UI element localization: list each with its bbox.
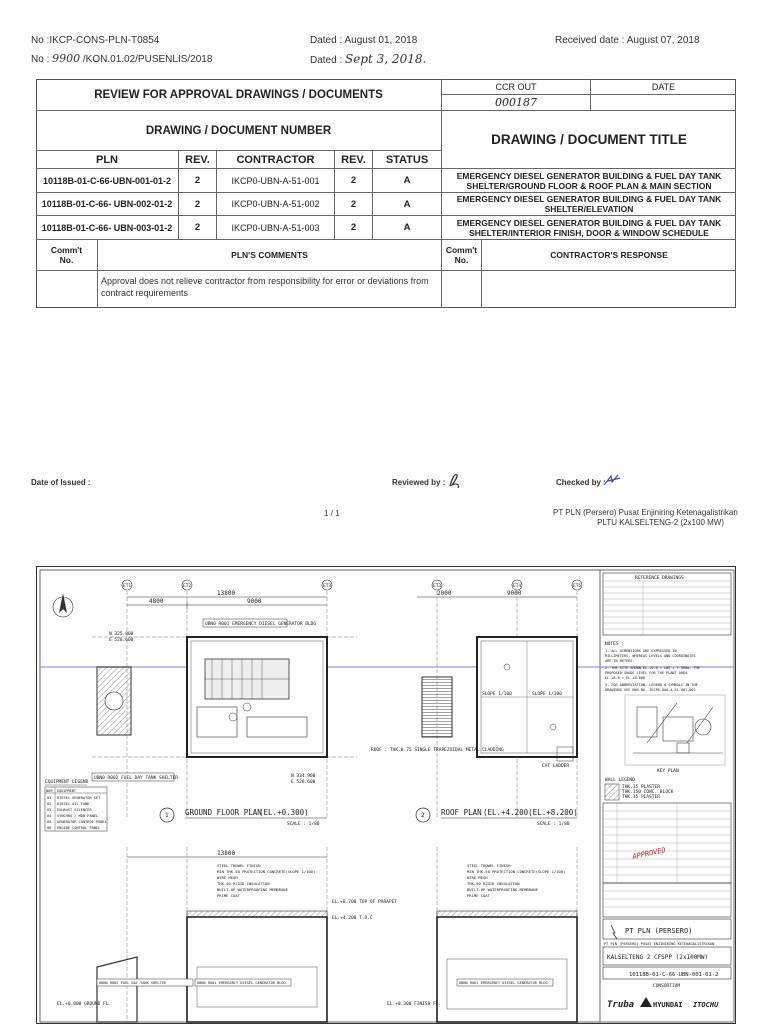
finish-spec-item: BUILT-UP WATERPROOFING MEMBRANE [467,887,538,892]
cat-ladder-label: CAT LADDER [542,764,570,769]
grid-et2: ET2 [183,584,192,589]
letter-number-2-suffix: /KON.01.02/PUSENLIS/2018 [82,54,213,65]
finish-spec-item: PRIME COAT [467,893,490,898]
equip-legend-name: ENGINE CONTROL PANEL [57,826,101,830]
doc-number-label: DRAWING / DOCUMENT NUMBER [145,124,332,137]
equip-legend-title: EQUIPMENT LEGEND [45,780,89,785]
tank-tag-text: UBN0 R002 FUEL DAY TANK SHELTER [94,776,178,781]
roof-dim-b: 9000 [507,590,522,597]
roof-dim-a: 2000 [437,590,452,597]
footer-org-2: PLTU KALSELTENG-2 (2x100 MW) [597,518,724,527]
dim-a-label: 4800 [149,598,164,605]
row-3-status: A [403,222,411,233]
review-title: REVIEW FOR APPROVAL DRAWINGS / DOCUMENTS [94,89,383,101]
roof-cladding-label: ROOF : THK.0.75 SINGLE TRAPEZOIDAL METAL CLADDING [371,748,504,753]
date-label: DATE [651,81,676,92]
ground-plan-elevation: (EL.+0.300) [259,808,309,817]
row-3-contractor-rev: 2 [350,222,357,233]
finish-spec-item-left: WIRE MESH [217,875,238,880]
tank-roof-cladding [422,677,452,737]
section-left [57,847,397,1022]
roof-plan-scale: SCALE : 1/80 [537,822,570,827]
row-2-contractor-rev: 2 [350,198,357,210]
note-line: EL.+8.6 = EL.+8.600 [605,676,646,680]
pln-logo-icon [611,925,617,939]
row-1-contractor: IKCP0-UBN-A-51-001 [231,175,320,186]
coord-e: E 528.600 [109,638,134,643]
key-plan-sketch [633,703,723,753]
project-name: KALSELTENG 2 CFSPP (2x100MW) [607,954,709,961]
row-1-status: A [403,175,411,186]
dated-2-handwritten: Sept 3, 2018. [345,52,427,66]
col-rev: REV. [185,153,210,166]
finish-spec-item-left: STEEL TROWEL FINISH [217,863,261,868]
dim-b-label: 9000 [247,598,262,605]
dated-2 [310,52,426,66]
letter-number-2-handwritten: 9900 [52,52,81,65]
roof-plan-title: ROOF PLAN [441,808,482,817]
coord-n2: N 334.900 [291,774,316,779]
wall-legend-title: WALL LEGEND [605,778,635,783]
date-of-issued-label: Date of Issued : [31,478,91,487]
note-line: DRAWINGS SEE DWG NO. IKCP0-UAA-A-51-001,002 [605,688,696,692]
level-parapet: EL.+8.700 TOP OF PARAPET [332,900,398,905]
row-3-pln: 10118B-01-C-66- UBN-003-01-2 [41,222,173,233]
equipment-legend [45,779,107,831]
finish-spec-list [467,863,565,898]
roof-plan-number: 2 [421,812,425,819]
note-line: 1. ALL DIMENSIONS ARE EXPRESSED IN [605,649,677,653]
key-plan-label: KEY PLAN [657,769,679,774]
owner-sub: PT PLN (PERSERO) PUSAT ENJINIRING KETENAGALISTRIKAN [604,942,715,946]
finish-spec-left [217,863,315,898]
roof-slope-1: SLOPE 1/100 [482,692,512,697]
comment-no-label: Comm't No. [50,245,83,265]
section-dim-total: 13800 [217,850,236,857]
page-number: 1 / 1 [324,509,340,518]
roof-grid-et3: ET3 [433,584,442,589]
row-2-contractor: IKCP0-UBN-A-51-002 [231,199,320,209]
dim-total-label: 13800 [217,590,236,597]
finish-spec-item-left: BUILT-UP WATERPROOFING MEMBRANE [217,887,288,892]
hyundai-logo-icon [640,997,652,1007]
grid-et1: ET1 [123,584,132,589]
row-2-status: A [403,198,411,210]
equip-legend-name: GENERATOR CONTROL PANEL [57,820,107,824]
finish-spec-item-left: MIN THK.50 PROTECTION CONCRETE(SLOPE 1/100) [217,869,316,874]
row-1-contractor-rev: 2 [350,175,357,186]
finish-spec-item: STEEL TROWEL FINISH [467,863,511,868]
roof-grid-et4: ET4 [513,584,522,589]
wall-legend-2: THK.150 CONC. BLOCK [622,790,674,795]
grid-et3: ET3 [323,584,332,589]
reviewed-by-label: Reviewed by : [392,478,446,487]
comment-no-label-2: Comm't No. [445,245,478,265]
row-2-pln: 10118B-01-C-66- UBN-002-01-2 [41,199,173,209]
equip-legend-num: 04 [47,814,52,818]
ccr-out-number-handwritten: 000187 [495,96,537,109]
row-1-rev: 2 [194,175,201,186]
col-contractor-rev: REV. [341,153,366,166]
owner-name: PT PLN (PERSERO) [625,927,693,935]
coord-e2: E 528.600 [291,780,316,785]
north-arrow-icon [53,593,73,617]
title-block [603,573,731,1010]
ground-plan-scale: SCALE : 1/80 [287,822,320,827]
row-3-rev: 2 [194,222,201,233]
dated-2-prefix: Dated : [310,55,343,66]
row-3-contractor: IKCP0-UBN-A-51-003 [231,222,320,233]
checked-by-label: Checked by : [556,478,606,487]
edg-section-right [437,917,577,1022]
logo-hyundai: HYUNDAI [653,1001,683,1009]
pln-comment-text: Approval does not relieve contractor from responsibility for error or deviations from contract requirements [101,276,429,298]
equip-legend-rows [47,796,107,830]
note-line: 3. FOR ABBREVIATION, LEGEND & SYMBOLS IN THE [605,683,698,687]
equip-legend-num: 05 [47,820,52,824]
wall-legend-3: THK.15 PLASTER [622,795,660,800]
drawing-canvas [37,567,736,1024]
equip-legend-num: 03 [47,808,52,812]
finish-spec-item: WIRE MESH [467,875,488,880]
ground-plan-number: 1 [165,812,169,819]
finish-spec-item: THK.50 RIGID INSULATION [467,881,520,886]
ccr-out-label: CCR OUT [495,81,537,92]
wall-legend-1: THK.15 PLASTER [622,785,660,790]
letter-number-2-prefix: No : [31,54,50,65]
col-pln: PLN [96,153,118,166]
row-2-title: EMERGENCY DIESEL GENERATOR BUILDING & FUEL DAY TANK SHELTER/ELEVATION [456,194,722,214]
drawing-sheet [36,566,736,1024]
roof-plan-elevation: (EL.+4.200(EL.+8.200) [483,808,578,817]
section-tag-1: UBN0 R002 FUEL DAY TANK SHELTER [99,981,167,985]
notes-list [605,649,700,692]
section-tag-2: UBN0 R001 EMERGENCY DIESEL GENERATOR BLDG [197,981,286,985]
level-finish: EL.+0.300 FINISH FL. [387,1002,442,1007]
contractor-response-label: CONTRACTOR'S RESPONSE [550,250,668,260]
note-line: ARE IN METERS. [605,659,635,663]
notes-title: NOTES : [605,642,624,647]
logo-itochu: ITOCHU [693,1001,719,1009]
doc-title-label: DRAWING / DOCUMENT TITLE [491,132,687,147]
level-toc: EL.+4.200 T.O.C [332,916,373,921]
roof-slope-2: SLOPE 1/100 [532,692,562,697]
equip-col-name: EQUIPMENT [57,789,76,793]
finish-spec-item-left: PRIME COAT [217,893,240,898]
equip-legend-num: 01 [47,796,52,800]
row-1-title: EMERGENCY DIESEL GENERATOR BUILDING & FUEL DAY TANK SHELTER/GROUND FLOOR & ROOF PLAN & MAIN SECTION [456,170,722,191]
equip-legend-num: 02 [47,802,52,806]
equip-legend-name: SYNCHRO / MDB PANEL [57,814,99,818]
note-line: PROPOSED GRADE LEVEL FOR THE PLANT AREA [605,671,688,675]
col-contractor: CONTRACTOR [236,153,315,166]
col-status: STATUS [385,153,429,166]
dated-1: Dated : August 01, 2018 [310,35,418,46]
finish-spec-item: MIN THK.50 PROTECTION CONCRETE(SLOPE 1/100) [467,869,566,874]
letter-number-1: No :IKCP-CONS-PLN-T0854 [31,35,160,46]
level-ground: EL.+0.000 GROUND FL. [57,1002,112,1007]
equip-legend-name: EXHAUST SILENCER [57,808,92,812]
received-date: Received date : August 07, 2018 [555,35,700,46]
note-line: 2. THE SITE SHOWN EL.+0.0 = LWS + 7.500m. THE [605,666,700,670]
equip-legend-name: DIESEL GENERATOR SET [57,796,101,800]
letter-number-2 [31,52,212,65]
section-right [387,847,577,1022]
pln-comments-label: PLN'S COMMENTS [231,250,308,260]
roof-grid-et5: ET5 [573,584,582,589]
tank-shelter-section [97,957,137,1022]
section-tag-3: UBN0 R001 EMERGENCY DIESEL GENERATOR BLDG [459,981,548,985]
finish-spec-item-left: THK.50 RIGID INSULATION [217,881,270,886]
drawing-number: 10118B-01-C-66-UBN-001-01-2 [629,972,719,978]
footer-org-1: PT PLN (Persero) Pusat Enjiniring Ketenagalistrikan [553,508,738,517]
equip-legend-num: 06 [47,826,52,830]
coord-n: N 325.800 [109,632,134,637]
ground-plan-title: GROUND FLOOR PLAN [185,808,262,817]
equip-col-num: NUM [46,789,53,793]
consortium-label: CONSORTIUM [653,984,681,989]
row-2-rev: 2 [194,198,201,210]
checked-by-signature [603,472,623,488]
edg-section [187,917,327,1022]
ref-drawings-title: REFERENCE DRAWINGS [635,576,684,581]
approval-stamp: APPROVED [631,846,667,861]
roof-plan [371,580,582,827]
reviewed-by-signature [446,470,464,490]
ground-floor-plan [53,580,357,827]
equip-legend-name: DIESEL OIL TANK [57,802,90,806]
note-line: MILLIMETERS, WHEREAS LEVELS AND COORDINATES [605,654,696,658]
logo-truba: Truba [607,1000,635,1010]
row-3-title: EMERGENCY DIESEL GENERATOR BUILDING & FUEL DAY TANK SHELTER/INTERIOR FINISH, DOOR & WINDOW SCHEDULE [456,217,722,238]
bldg-tag-text: UBN0 R001 EMERGENCY DIESEL GENERATOR BLDG [205,622,317,627]
row-1-pln: 10118B-01-C-66-UBN-001-01-2 [42,175,172,186]
